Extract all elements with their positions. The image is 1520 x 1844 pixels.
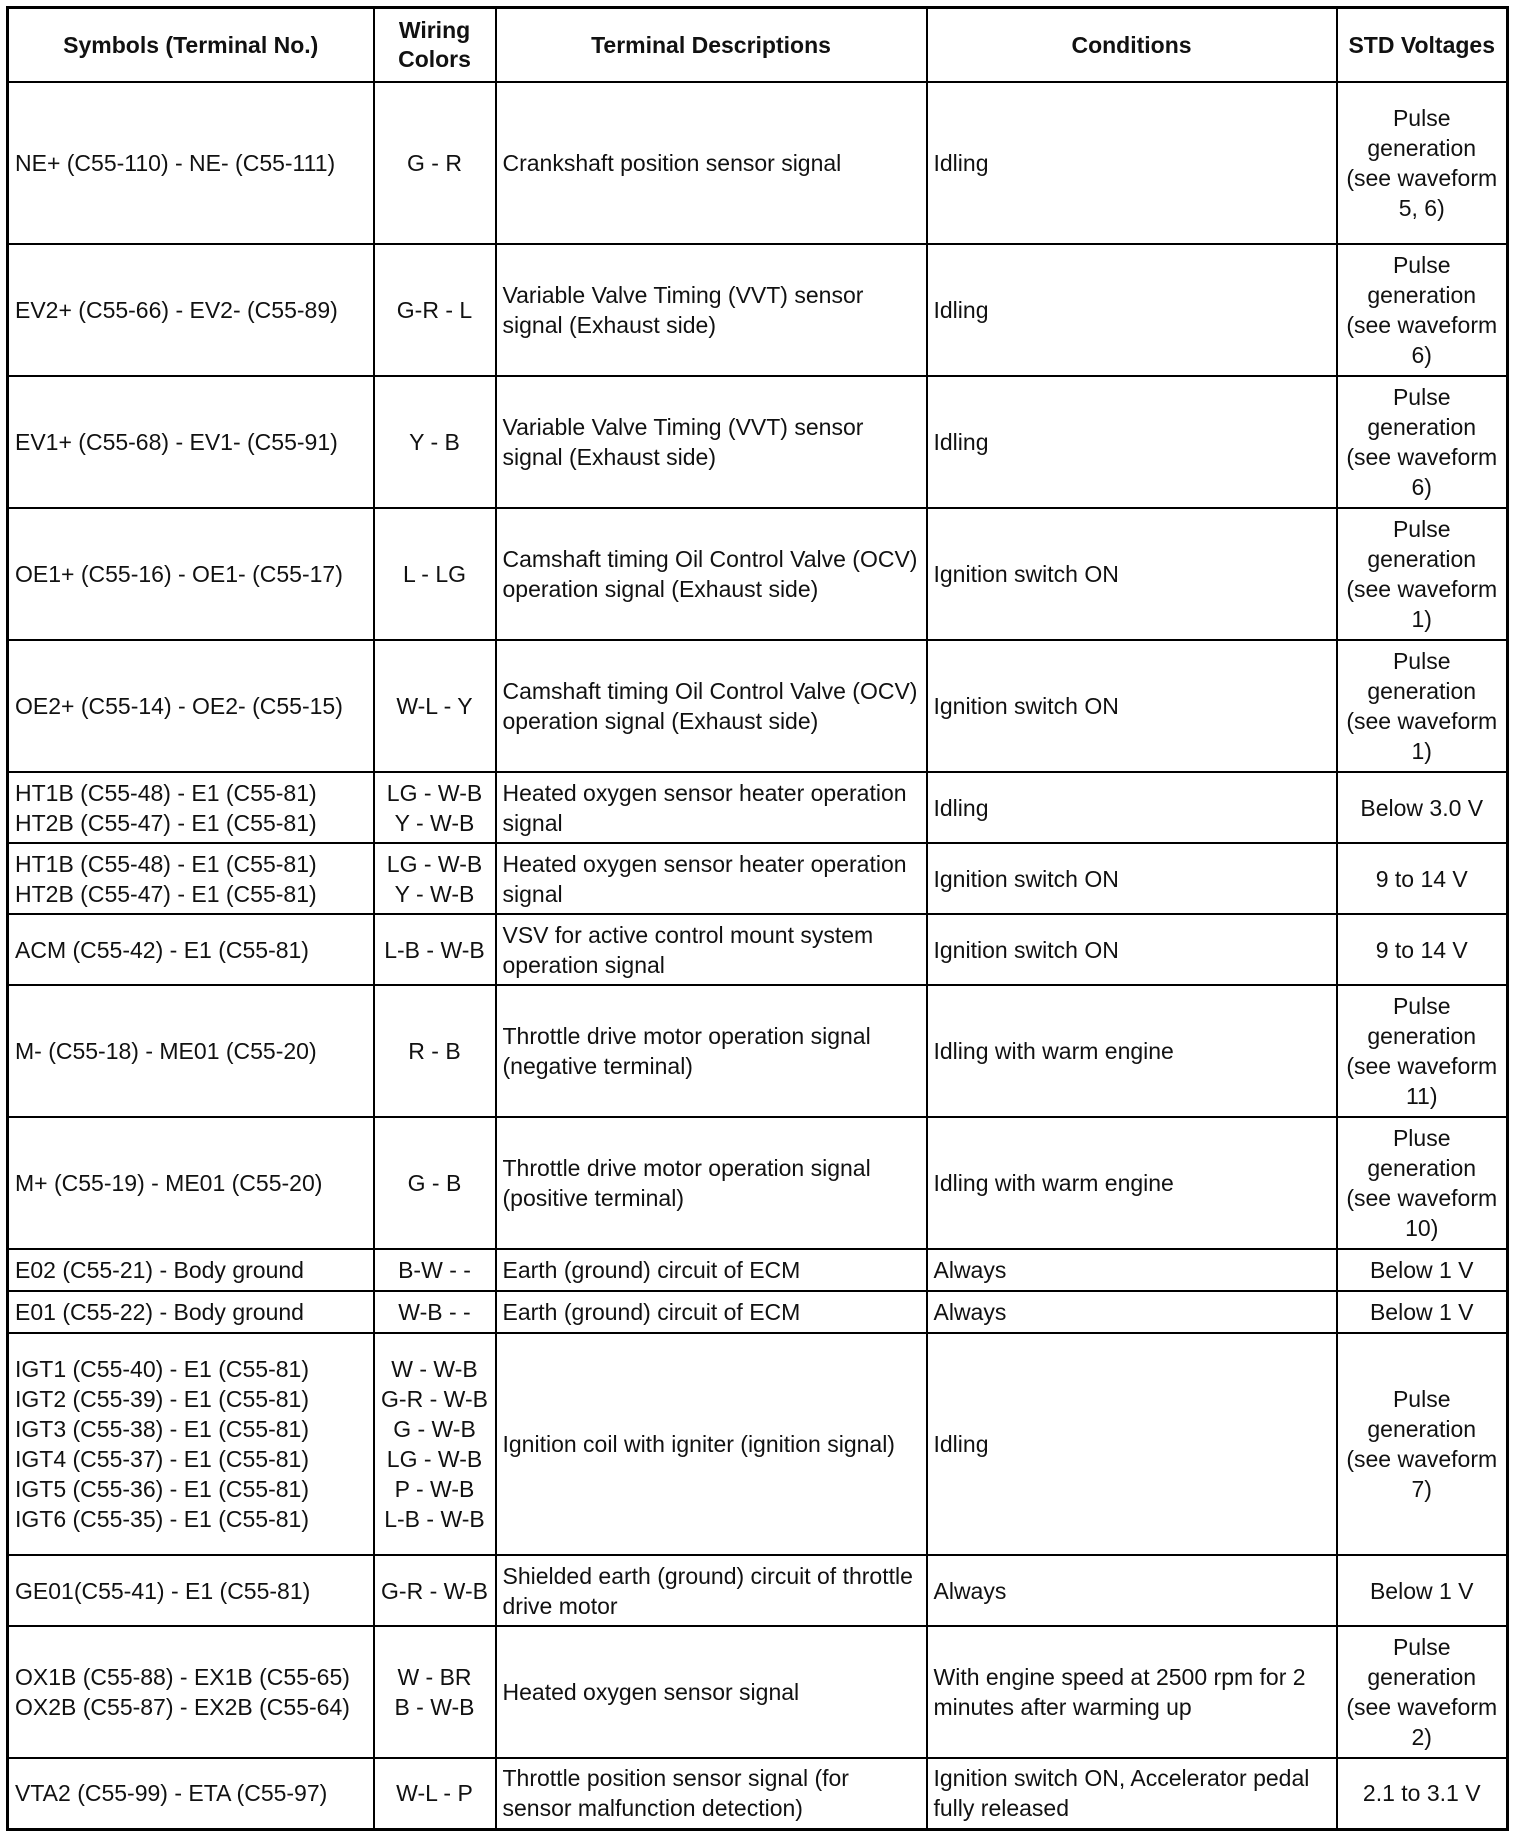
cell-symbol	[8, 640, 374, 772]
wiring-line: G - R	[407, 150, 462, 176]
cell-std-voltage: 9 to 14 V	[1337, 914, 1508, 985]
cell-description: Throttle drive motor operation signal (positive terminal)	[496, 1117, 927, 1249]
table-header-row	[8, 8, 1508, 83]
cell-symbol	[8, 244, 374, 376]
cell-std-voltage: Pulse generation (see waveform 7)	[1337, 1333, 1508, 1555]
cell-condition: Idling	[927, 244, 1337, 376]
cell-symbol	[8, 376, 374, 508]
cell-symbol	[8, 82, 374, 244]
cell-condition: Idling	[927, 1333, 1337, 1555]
cell-condition: Idling	[927, 82, 1337, 244]
symbol-line: VTA2 (C55-99) - ETA (C55-97)	[15, 1780, 328, 1807]
cell-symbol	[8, 914, 374, 985]
cell-std-voltage: Pulse generation (see waveform 6)	[1337, 244, 1508, 376]
table-row	[8, 508, 1508, 640]
cell-wiring-color	[374, 843, 496, 914]
cell-symbol	[8, 1333, 374, 1555]
cell-symbol	[8, 1291, 374, 1333]
cell-symbol	[8, 1555, 374, 1626]
wiring-line: L-B - W-B	[384, 936, 485, 963]
table-row	[8, 82, 1508, 244]
table-row	[8, 640, 1508, 772]
cell-symbol	[8, 1626, 374, 1758]
wiring-line: G-R - W-B	[381, 1577, 488, 1604]
wiring-line: B - W-B	[394, 1694, 475, 1720]
symbol-line: OX2B (C55-87) - EX2B (C55-64)	[15, 1694, 350, 1720]
wiring-line: L - LG	[402, 561, 467, 587]
symbol-line: IGT4 (C55-37) - E1 (C55-81)	[15, 1446, 309, 1472]
cell-wiring-color	[374, 1291, 496, 1333]
symbol-line: HT2B (C55-47) - E1 (C55-81)	[15, 809, 317, 836]
cell-std-voltage: Pulse generation (see waveform 11)	[1337, 985, 1508, 1117]
symbol-line: NE+ (C55-110) - NE- (C55-111)	[15, 150, 336, 176]
wiring-line: LG - W-B	[386, 779, 483, 806]
cell-description: Camshaft timing Oil Control Valve (OCV) operation signal (Exhaust side)	[496, 640, 927, 772]
wiring-line: P - W-B	[394, 1476, 475, 1502]
cell-description: Heated oxygen sensor heater operation signal	[496, 772, 927, 843]
table-row	[8, 1555, 1508, 1626]
symbol-line: ACM (C55-42) - E1 (C55-81)	[15, 936, 309, 963]
cell-description: Earth (ground) circuit of ECM	[496, 1249, 927, 1291]
cell-condition: Always	[927, 1249, 1337, 1291]
cell-description: Shielded earth (ground) circuit of throttle drive motor	[496, 1555, 927, 1626]
cell-condition: Always	[927, 1291, 1337, 1333]
cell-std-voltage: Pluse generation (see waveform 10)	[1337, 1117, 1508, 1249]
wiring-line: G-R - L	[396, 297, 473, 323]
cell-symbol	[8, 1249, 374, 1291]
cell-description: Variable Valve Timing (VVT) sensor signal (Exhaust side)	[496, 376, 927, 508]
symbol-line: HT1B (C55-48) - E1 (C55-81)	[15, 779, 317, 806]
header-conditions: Conditions	[927, 8, 1337, 83]
header-wiring-colors: Wiring Colors	[374, 8, 496, 83]
cell-condition: With engine speed at 2500 rpm for 2 minutes after warming up	[927, 1626, 1337, 1758]
wiring-line: G-R - W-B	[381, 1386, 488, 1412]
wiring-line: L-B - W-B	[384, 1506, 485, 1532]
table-row	[8, 1249, 1508, 1291]
table-row	[8, 985, 1508, 1117]
cell-std-voltage: 2.1 to 3.1 V	[1337, 1758, 1508, 1829]
cell-description: Earth (ground) circuit of ECM	[496, 1291, 927, 1333]
table-row	[8, 1626, 1508, 1758]
table-row	[8, 843, 1508, 914]
symbol-line: IGT1 (C55-40) - E1 (C55-81)	[15, 1356, 309, 1382]
cell-symbol	[8, 772, 374, 843]
cell-symbol	[8, 1758, 374, 1829]
cell-description: Variable Valve Timing (VVT) sensor signal (Exhaust side)	[496, 244, 927, 376]
wiring-line: W-B - -	[398, 1299, 471, 1325]
cell-wiring-color	[374, 640, 496, 772]
cell-std-voltage: Below 1 V	[1337, 1555, 1508, 1626]
cell-description: Crankshaft position sensor signal	[496, 82, 927, 244]
cell-std-voltage: Pulse generation (see waveform 1)	[1337, 640, 1508, 772]
symbol-line: M+ (C55-19) - ME01 (C55-20)	[15, 1170, 323, 1196]
symbol-line: HT2B (C55-47) - E1 (C55-81)	[15, 880, 317, 907]
header-symbols: Symbols (Terminal No.)	[8, 8, 374, 83]
cell-std-voltage: Pulse generation (see waveform 1)	[1337, 508, 1508, 640]
cell-description: Heated oxygen sensor heater operation signal	[496, 843, 927, 914]
cell-symbol	[8, 985, 374, 1117]
cell-wiring-color	[374, 1333, 496, 1555]
table-row	[8, 772, 1508, 843]
wiring-line: Y - W-B	[394, 880, 475, 907]
symbol-line: OX1B (C55-88) - EX1B (C55-65)	[15, 1664, 350, 1690]
wiring-line: R - B	[408, 1038, 461, 1064]
cell-condition: Ignition switch ON, Accelerator pedal fully released	[927, 1758, 1337, 1829]
cell-condition: Ignition switch ON	[927, 914, 1337, 985]
table-row	[8, 914, 1508, 985]
wiring-line: Y - W-B	[394, 809, 475, 836]
wiring-line: Y - B	[409, 429, 460, 455]
cell-wiring-color	[374, 1555, 496, 1626]
cell-wiring-color	[374, 985, 496, 1117]
table-row	[8, 1333, 1508, 1555]
cell-condition: Always	[927, 1555, 1337, 1626]
wiring-line: LG - W-B	[386, 850, 483, 877]
symbol-line: EV1+ (C55-68) - EV1- (C55-91)	[15, 429, 338, 455]
cell-wiring-color	[374, 1117, 496, 1249]
cell-description: Camshaft timing Oil Control Valve (OCV) operation signal (Exhaust side)	[496, 508, 927, 640]
cell-condition: Idling with warm engine	[927, 985, 1337, 1117]
cell-std-voltage: Pulse generation (see waveform 2)	[1337, 1626, 1508, 1758]
cell-description: Throttle position sensor signal (for sensor malfunction detection)	[496, 1758, 927, 1829]
header-std-voltages: STD Voltages	[1337, 8, 1508, 83]
wiring-line: W - W-B	[391, 1356, 478, 1382]
wiring-line: W-L - Y	[396, 693, 473, 719]
cell-condition: Idling	[927, 772, 1337, 843]
symbol-line: IGT6 (C55-35) - E1 (C55-81)	[15, 1506, 309, 1532]
symbol-line: OE2+ (C55-14) - OE2- (C55-15)	[15, 693, 343, 719]
cell-symbol	[8, 508, 374, 640]
wiring-line: G - W-B	[393, 1416, 476, 1442]
cell-condition: Ignition switch ON	[927, 843, 1337, 914]
cell-symbol	[8, 843, 374, 914]
table-row	[8, 1117, 1508, 1249]
cell-description: Throttle drive motor operation signal (negative terminal)	[496, 985, 927, 1117]
symbol-line: E01 (C55-22) - Body ground	[15, 1299, 304, 1325]
table-row	[8, 1758, 1508, 1829]
wiring-line: B-W - -	[398, 1257, 471, 1283]
wiring-line: W - BR	[397, 1664, 472, 1690]
cell-std-voltage: Pulse generation (see waveform 5, 6)	[1337, 82, 1508, 244]
cell-description: Heated oxygen sensor signal	[496, 1626, 927, 1758]
cell-condition: Idling	[927, 376, 1337, 508]
table-row	[8, 376, 1508, 508]
cell-wiring-color	[374, 1758, 496, 1829]
cell-std-voltage: Pulse generation (see waveform 6)	[1337, 376, 1508, 508]
symbol-line: EV2+ (C55-66) - EV2- (C55-89)	[15, 297, 338, 323]
table-body	[8, 82, 1508, 1829]
cell-condition: Ignition switch ON	[927, 640, 1337, 772]
symbol-line: IGT5 (C55-36) - E1 (C55-81)	[15, 1476, 309, 1502]
symbol-line: HT1B (C55-48) - E1 (C55-81)	[15, 850, 317, 877]
cell-wiring-color	[374, 914, 496, 985]
cell-std-voltage: Below 3.0 V	[1337, 772, 1508, 843]
table-row	[8, 1291, 1508, 1333]
cell-description: Ignition coil with igniter (ignition signal)	[496, 1333, 927, 1555]
header-terminal-descriptions: Terminal Descriptions	[496, 8, 927, 83]
cell-wiring-color	[374, 1249, 496, 1291]
symbol-line: IGT2 (C55-39) - E1 (C55-81)	[15, 1386, 309, 1412]
cell-description: VSV for active control mount system operation signal	[496, 914, 927, 985]
cell-condition: Ignition switch ON	[927, 508, 1337, 640]
cell-std-voltage: 9 to 14 V	[1337, 843, 1508, 914]
cell-wiring-color	[374, 244, 496, 376]
cell-std-voltage: Below 1 V	[1337, 1249, 1508, 1291]
symbol-line: IGT3 (C55-38) - E1 (C55-81)	[15, 1416, 309, 1442]
cell-wiring-color	[374, 772, 496, 843]
cell-wiring-color	[374, 508, 496, 640]
cell-condition: Idling with warm engine	[927, 1117, 1337, 1249]
table-row	[8, 244, 1508, 376]
cell-wiring-color	[374, 1626, 496, 1758]
wiring-line: LG - W-B	[386, 1446, 483, 1472]
wiring-line: W-L - P	[396, 1780, 473, 1807]
cell-wiring-color	[374, 376, 496, 508]
ecm-terminal-table	[6, 6, 1509, 1831]
cell-std-voltage: Below 1 V	[1337, 1291, 1508, 1333]
cell-symbol	[8, 1117, 374, 1249]
symbol-line: E02 (C55-21) - Body ground	[15, 1257, 304, 1283]
wiring-line: G - B	[407, 1170, 462, 1196]
document-page	[6, 6, 1506, 1836]
symbol-line: GE01(C55-41) - E1 (C55-81)	[15, 1577, 311, 1604]
symbol-line: M- (C55-18) - ME01 (C55-20)	[15, 1038, 317, 1064]
symbol-line: OE1+ (C55-16) - OE1- (C55-17)	[15, 561, 343, 587]
cell-wiring-color	[374, 82, 496, 244]
